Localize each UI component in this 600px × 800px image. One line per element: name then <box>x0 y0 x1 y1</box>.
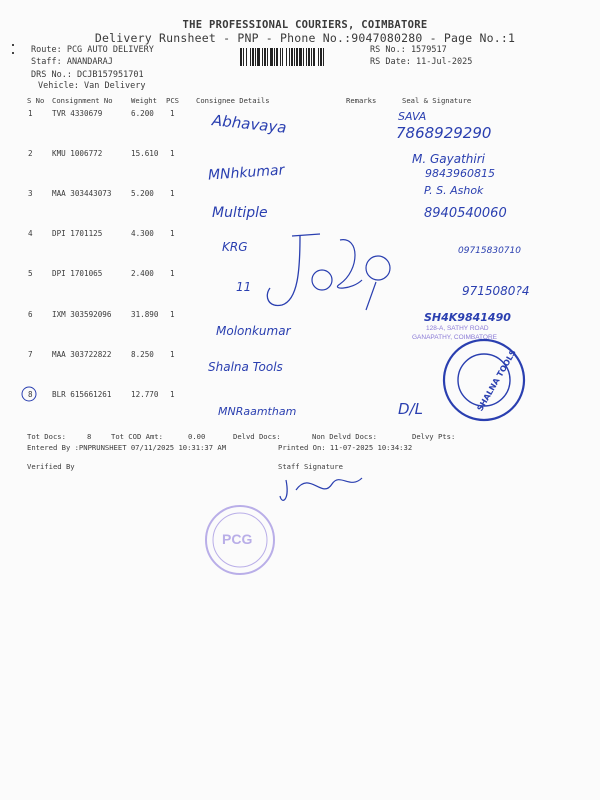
tot-docs-value: 8 <box>87 432 92 441</box>
row-weight: 8.250 <box>131 350 154 359</box>
col-consignee: Consignee Details <box>196 96 270 105</box>
hw-r1-name: Abhavaya <box>211 111 288 137</box>
row-pcs: 1 <box>170 269 175 278</box>
stamp-address-line1: 128-A, SATHY ROAD <box>426 325 489 332</box>
hw-r1-sig: SAVA <box>398 110 427 123</box>
row-sno: 3 <box>28 189 33 198</box>
row-weight: 2.400 <box>131 269 154 278</box>
row-weight: 15.610 <box>131 149 159 158</box>
row-sno: 7 <box>28 350 33 359</box>
pcg-stamp-text: PCG <box>222 531 253 547</box>
row-weight: 5.200 <box>131 189 154 198</box>
row-sno: 1 <box>28 109 33 118</box>
row-weight: 31.890 <box>131 310 159 319</box>
drs-number: DRS No.: DCJB157951701 <box>31 70 144 80</box>
row-consignment: IXM 303592096 <box>52 310 112 319</box>
hw-r2-sig: M. Gayathiri <box>412 152 486 166</box>
row-consignment: KMU 1006772 <box>52 149 103 158</box>
delvy-pts-label: Delvy Pts: <box>412 432 456 441</box>
hw-r2-name: MNhkumar <box>207 162 285 184</box>
delvd-docs-label: Delvd Docs: <box>233 432 281 441</box>
runsheet-subtitle: Delivery Runsheet - PNP - Phone No.:9047080280 - Page No.:1 <box>94 31 516 45</box>
hw-r7-name: Molonkumar <box>216 324 291 338</box>
row-consignment: DPI 1701065 <box>52 269 103 278</box>
hw-r8-name: MNRaamtham <box>218 405 297 418</box>
row8-circle-mark <box>22 387 36 401</box>
col-pcs: PCS <box>166 96 179 105</box>
margin-dot <box>12 52 14 54</box>
hw-r4-name: KRG <box>222 240 248 254</box>
hw-r3-name: Multiple <box>212 205 268 221</box>
tot-docs-label: Tot Docs: <box>27 432 66 441</box>
staff-signature-ink <box>280 478 362 500</box>
row-weight: 6.200 <box>131 109 154 118</box>
row-consignment: MAA 303722822 <box>52 350 112 359</box>
row-consignment: BLR 615661261 <box>52 390 112 399</box>
stamp-address-line2: GANAPATHY, COIMBATORE <box>412 334 497 341</box>
company-title: THE PROFESSIONAL COURIERS, COIMBATORE <box>182 19 428 31</box>
hw-r3-phone: 8940540060 <box>424 206 507 221</box>
col-sno: S No <box>27 96 45 105</box>
hw-r6-name: SH4K9841490 <box>424 311 511 324</box>
route-text: Route: PCG AUTO DELIVERY <box>31 45 154 55</box>
row-weight: 4.300 <box>131 229 154 238</box>
printed-on: Printed On: 11-07-2025 10:34:32 <box>278 443 413 452</box>
hw-r8-remark: D/L <box>398 400 423 418</box>
row-pcs: 1 <box>170 390 175 399</box>
round-seal-text: SHALNA TOOLS <box>475 348 518 413</box>
hw-r5-name: 11 <box>236 280 252 294</box>
scribble-j-top <box>292 234 320 236</box>
row-pcs: 1 <box>170 189 175 198</box>
hw-r7-shop: Shalna Tools <box>208 360 283 374</box>
row-pcs: 1 <box>170 149 175 158</box>
non-delvd-docs-label: Non Delvd Docs: <box>312 432 377 441</box>
hw-r1-phone: 7868929290 <box>396 124 492 142</box>
row-consignment: TVR 4330679 <box>52 109 103 118</box>
row-weight: 12.770 <box>131 390 159 399</box>
scribble-loop <box>337 240 362 288</box>
row-sno: 6 <box>28 310 33 319</box>
row-sno: 2 <box>28 149 33 158</box>
row-consignment: DPI 1701125 <box>52 229 103 238</box>
hw-r2-phone: 9843960815 <box>425 167 495 180</box>
col-weight: Weight <box>131 96 157 105</box>
scribble-tail <box>366 282 376 310</box>
scribble-j <box>267 236 300 305</box>
staff-signature-label: Staff Signature <box>278 462 343 471</box>
tot-cod-value: 0.00 <box>188 432 206 441</box>
staff-text: Staff: ANANDARAJ <box>31 57 113 67</box>
col-consignment: Consignment No <box>52 96 113 105</box>
row-consignment: MAA 303443073 <box>52 189 112 198</box>
hw-r5-phone: 9715080?4 <box>462 284 530 298</box>
col-seal-signature: Seal & Signature <box>402 96 472 105</box>
hw-r3-sig: P. S. Ashok <box>424 184 484 197</box>
row-pcs: 1 <box>170 310 175 319</box>
col-remarks: Remarks <box>346 96 377 105</box>
tot-cod-label: Tot COD Amt: <box>111 432 163 441</box>
row-pcs: 1 <box>170 350 175 359</box>
row-sno: 5 <box>28 269 33 278</box>
hw-r4-phone: 09715830710 <box>458 246 521 256</box>
vehicle-text: Vehicle: Van Delivery <box>38 81 146 91</box>
row-sno: 4 <box>28 229 33 238</box>
row-sno: 8 <box>28 390 33 399</box>
row-pcs: 1 <box>170 109 175 118</box>
scribble-circle-2 <box>366 256 390 280</box>
verified-by: Verified By <box>27 462 75 471</box>
entered-by: Entered By :PNPRUNSHEET 07/11/2025 10:31:37 AM <box>27 443 227 452</box>
rs-number: RS No.: 1579517 <box>370 45 447 55</box>
margin-dot <box>12 44 14 46</box>
scribble-circle-1 <box>312 270 332 290</box>
rs-date: RS Date: 11-Jul-2025 <box>370 57 473 67</box>
row-pcs: 1 <box>170 229 175 238</box>
